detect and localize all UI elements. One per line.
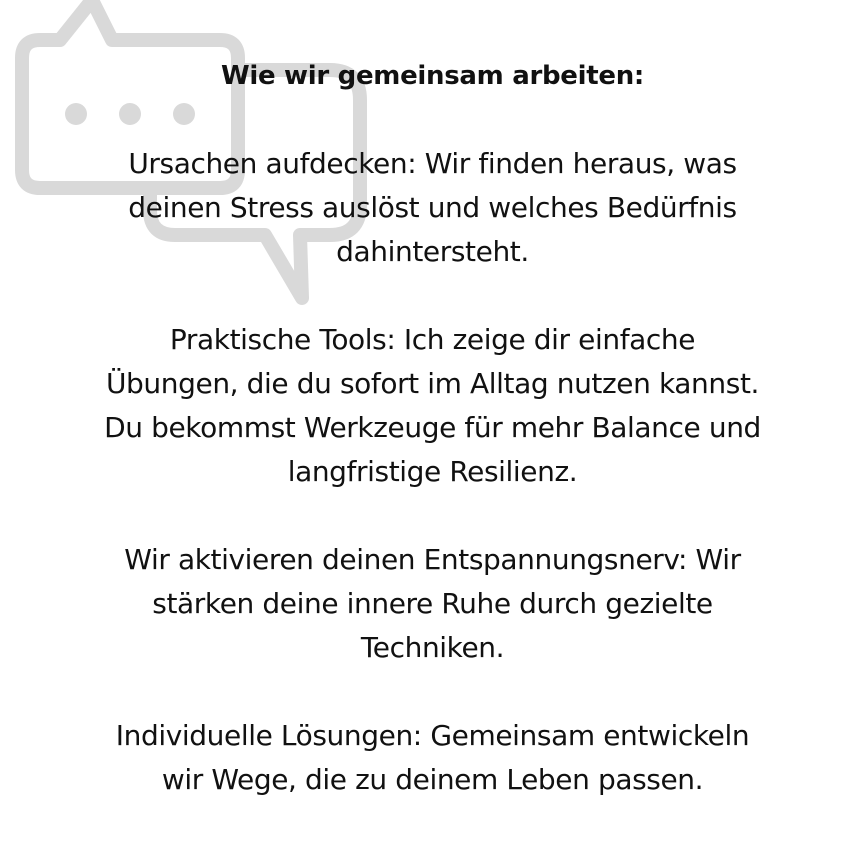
paragraph-solutions (20, 714, 845, 802)
dot-icon (119, 103, 141, 125)
text-line: langfristige Resilienz. (287, 455, 578, 488)
text-line: stärken deine innere Ruhe durch gezielte (152, 587, 713, 620)
text-line: Techniken. (360, 631, 505, 664)
text-line: Praktische Tools: Ich zeige dir einfache (169, 323, 696, 356)
text-line: Individuelle Lösungen: Gemeinsam entwickeln (115, 719, 750, 752)
paragraph-causes (20, 142, 845, 274)
text-line: wir Wege, die zu deinem Leben passen. (161, 763, 704, 796)
text-line: Übungen, die du sofort im Alltag nutzen kannst. (105, 367, 760, 400)
text-line: Du bekommst Werkzeuge für mehr Balance und (104, 411, 761, 444)
text-line: Wir aktivieren deinen Entspannungsnerv: Wir (124, 543, 741, 576)
text-line: deinen Stress auslöst und welches Bedürfnis (128, 191, 737, 224)
text-line: Ursachen aufdecken: Wir finden heraus, was (128, 147, 737, 180)
paragraph-relaxation (20, 538, 845, 670)
paragraph-tools (20, 318, 845, 494)
text-line: dahintersteht. (336, 235, 529, 268)
page-title: Wie wir gemeinsam arbeiten: (220, 61, 645, 91)
dot-icon (65, 103, 87, 125)
dot-icon (173, 103, 195, 125)
